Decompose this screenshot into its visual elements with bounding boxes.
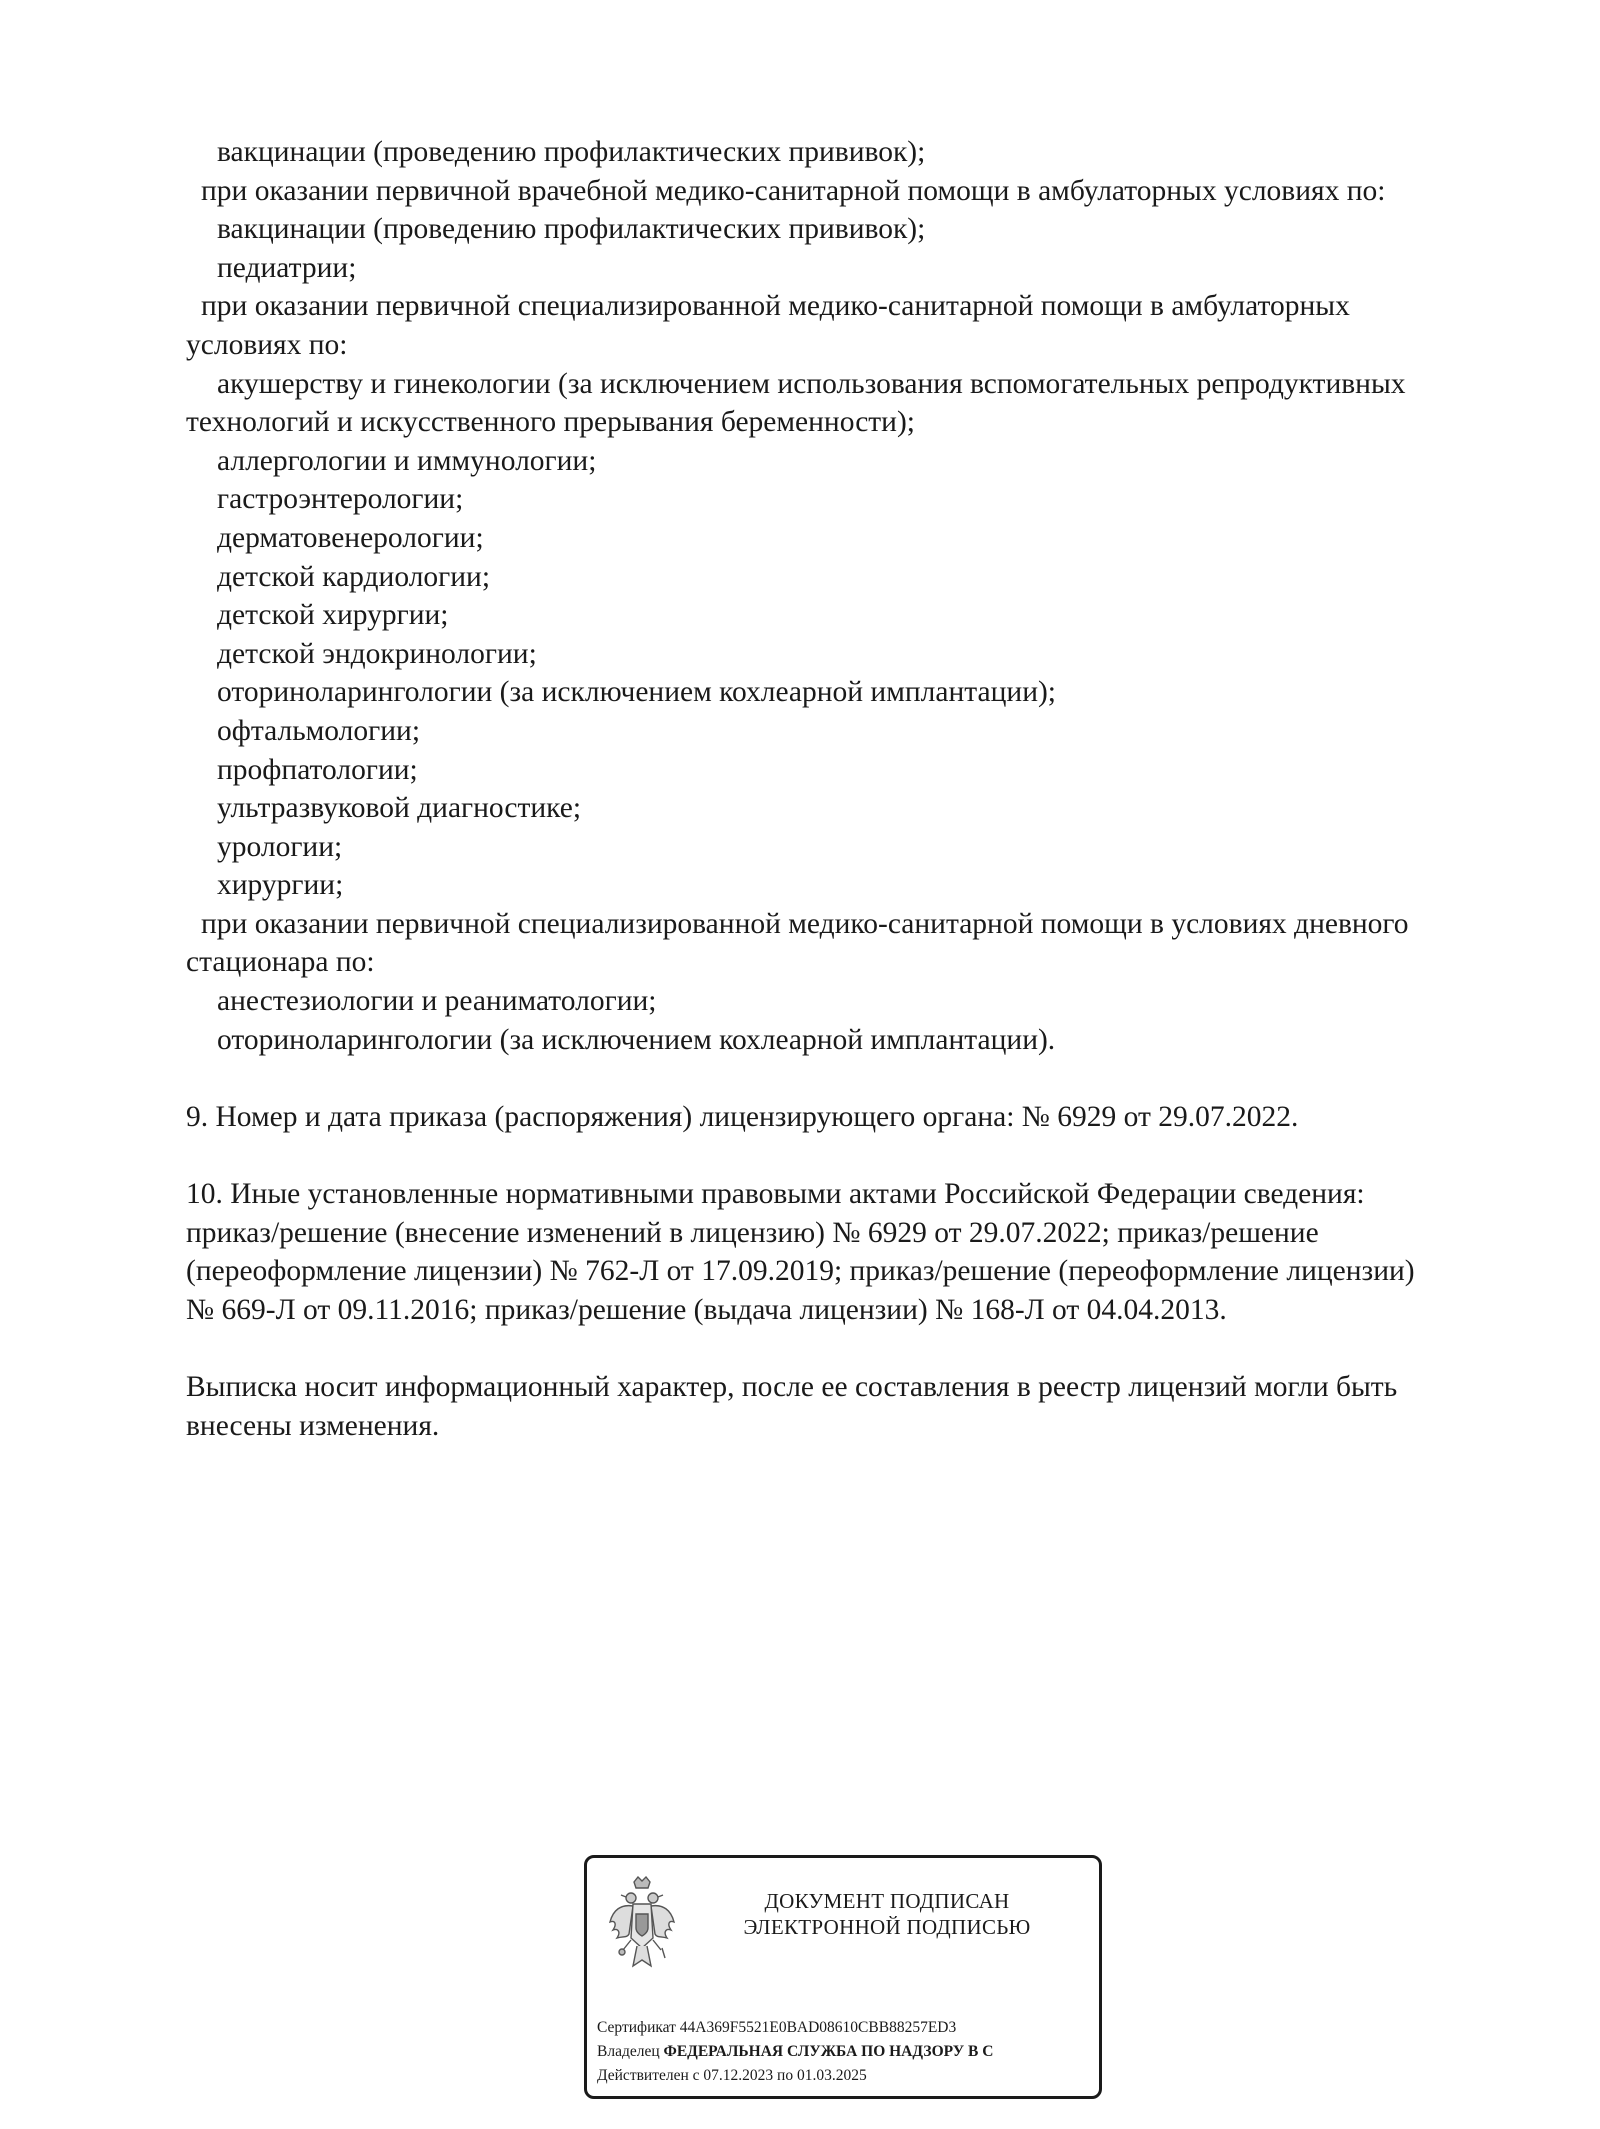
document-line: детской эндокринологии;	[217, 637, 537, 670]
document-line: приказ/решение (внесение изменений в лицензию) № 6929 от 29.07.2022; приказ/решение	[186, 1216, 1319, 1249]
document-line: офтальмологии;	[217, 714, 421, 747]
document-line: 9. Номер и дата приказа (распоряжения) лицензирующего органа: № 6929 от 29.07.2022.	[186, 1100, 1299, 1133]
document-line: аллергологии и иммунологии;	[217, 444, 597, 477]
stamp-title-line-2: ЭЛЕКТРОННОЙ ПОДПИСЬЮ	[743, 1915, 1031, 1939]
document-line: при оказании первичной специализированной медико-санитарной помощи в условиях дневного	[201, 907, 1409, 940]
electronic-signature-stamp	[584, 1855, 1102, 2099]
document-line: гастроэнтерологии;	[217, 483, 464, 516]
document-line: Выписка носит информационный характер, после ее составления в реестр лицензий могли быть	[186, 1371, 1398, 1403]
document-line: акушерству и гинекологии (за исключением использования вспомогательных репродуктивных	[217, 367, 1406, 400]
document-line: дерматовенерологии;	[217, 521, 484, 554]
document-line: (переоформление лицензии) № 762-Л от 17.09.2019; приказ/решение (переоформление лицензии)	[186, 1255, 1415, 1288]
document-line: ультразвуковой диагностике;	[217, 792, 582, 825]
stamp-details	[597, 2016, 1102, 2088]
document-line: стационара по:	[186, 946, 375, 979]
document-line: анестезиологии и реаниматологии;	[217, 985, 657, 1018]
document-line: урологии;	[217, 830, 343, 863]
russian-coat-of-arms-icon	[607, 1876, 677, 1976]
document-line: вакцинации (проведению профилактических прививок);	[217, 213, 926, 246]
owner-row	[597, 2040, 1102, 2064]
paragraph-gap	[186, 1329, 1516, 1368]
document-line: педиатрии;	[217, 251, 357, 284]
stamp-title	[707, 1888, 1067, 1940]
document-line: 10. Иные установленные нормативными правовыми актами Российской Федерации сведения:	[186, 1178, 1365, 1211]
certificate-row	[597, 2016, 1102, 2040]
document-line: хирургии;	[217, 869, 344, 902]
document-body	[186, 133, 1516, 1445]
paragraph-gap	[186, 1059, 1516, 1098]
owner-value: ФЕДЕРАЛЬНАЯ СЛУЖБА ПО НАДЗОРУ В С	[663, 2043, 994, 2060]
document-line: при оказании первичной специализированной медико-санитарной помощи в амбулаторных	[201, 290, 1350, 323]
validity-row: Действителен с 07.12.2023 по 01.03.2025	[597, 2067, 867, 2084]
document-line: профпатологии;	[217, 753, 418, 786]
owner-label: Владелец	[597, 2043, 660, 2060]
document-line: детской хирургии;	[217, 599, 449, 632]
document-line: детской кардиологии;	[217, 560, 491, 593]
document-line: № 669-Л от 09.11.2016; приказ/решение (выдача лицензии) № 168-Л от 04.04.2013.	[186, 1293, 1227, 1326]
certificate-value: 44A369F5521E0BAD08610CBB88257ED3	[679, 2019, 957, 2036]
document-line: оториноларингологии (за исключением кохлеарной имплантации).	[217, 1023, 1056, 1056]
document-line: условиях по:	[186, 328, 348, 361]
document-line: вакцинации (проведению профилактических прививок);	[217, 136, 926, 168]
stamp-title-line-1: ДОКУМЕНТ ПОДПИСАН	[764, 1889, 1010, 1913]
document-line: оториноларингологии (за исключением кохлеарной имплантации);	[217, 676, 1057, 709]
paragraph-gap	[186, 1136, 1516, 1175]
certificate-label: Сертификат	[597, 2019, 676, 2036]
document-line: внесены изменения.	[186, 1409, 440, 1442]
document-line: при оказании первичной врачебной медико-санитарной помощи в амбулаторных условиях по:	[201, 174, 1386, 207]
document-line: технологий и искусственного прерывания беременности);	[186, 406, 915, 439]
